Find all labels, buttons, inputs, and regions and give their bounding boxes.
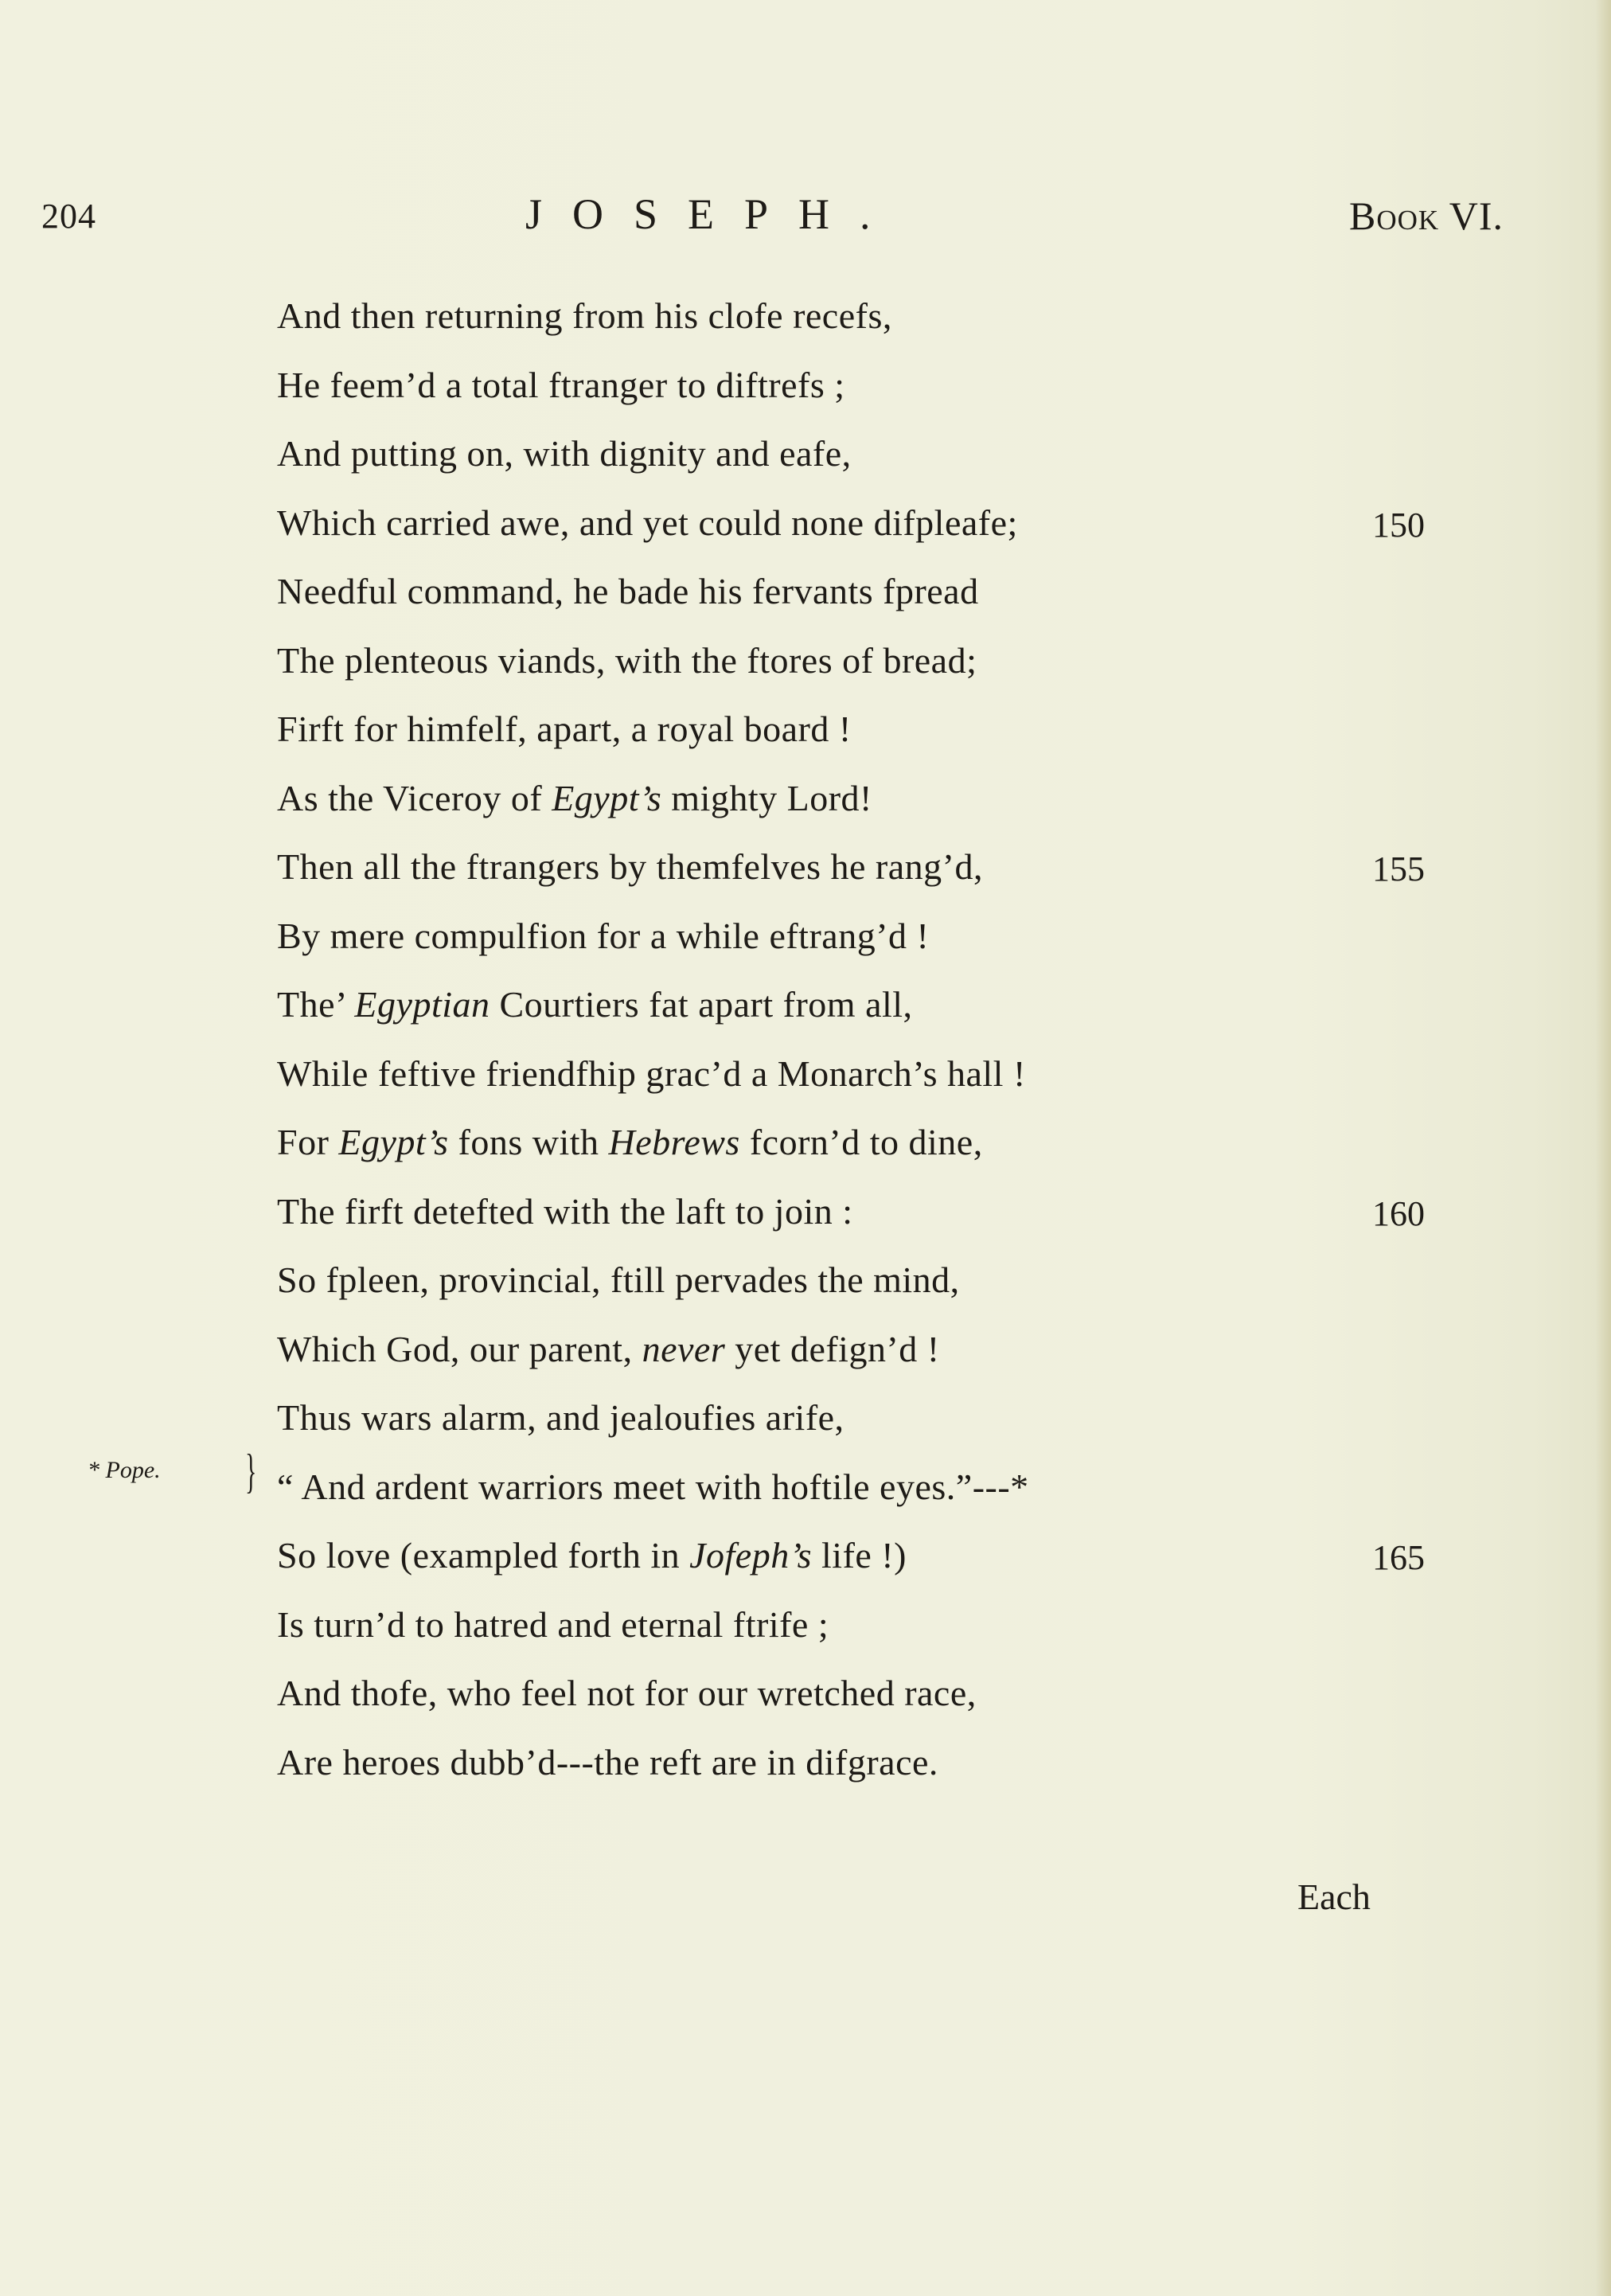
- line-number: 155: [1372, 849, 1425, 888]
- poem-line: [277, 502, 1018, 565]
- page-header: [0, 189, 1611, 253]
- poem-line: [277, 1190, 853, 1254]
- poem-line: [277, 1259, 960, 1322]
- line-text: Which carried awe, and yet could none difpleafe;: [277, 502, 1018, 543]
- line-text: And putting on, with dignity and eafe,: [277, 433, 852, 474]
- catchword: Each: [1297, 1876, 1371, 1917]
- line-text: Needful command, he bade his fervants fpread: [277, 571, 979, 611]
- poem-line: [277, 1741, 938, 1805]
- poem-line: [277, 1328, 940, 1392]
- poem-line: [277, 1121, 983, 1185]
- line-text: And thofe, who feel not for our wretched race,: [277, 1673, 977, 1713]
- poem-line: [277, 639, 977, 703]
- poem-line: [277, 845, 983, 909]
- line-text: So love (exampled forth in: [277, 1535, 690, 1576]
- italic-text: Egyptian: [354, 984, 490, 1025]
- line-text: The plenteous viands, with the ftores of bread;: [277, 639, 977, 681]
- line-text: The firft detefted with the laft to join :: [277, 1190, 853, 1232]
- line-text: For: [277, 1122, 339, 1162]
- line-text: Firft for himfelf, apart, a royal board !: [277, 709, 852, 749]
- poem-line: [277, 1396, 845, 1460]
- line-number: 165: [1372, 1538, 1425, 1577]
- book-label: Book VI.: [1349, 193, 1504, 238]
- italic-text: Egypt’s: [338, 1122, 449, 1162]
- poem-line: [277, 570, 979, 634]
- italic-text: Egypt’s: [552, 777, 662, 818]
- line-text: Thus wars alarm, and jealoufies arife,: [277, 1397, 845, 1438]
- line-number: 150: [1372, 505, 1425, 545]
- line-text: fons with: [448, 1122, 609, 1162]
- line-text: “ And ardent warriors meet with hoftile eyes.”---*: [277, 1466, 1029, 1507]
- line-number: 160: [1372, 1193, 1425, 1233]
- line-text: Then all the ftrangers by themfelves he rang’d,: [277, 846, 983, 887]
- poem-line: [277, 1534, 907, 1598]
- line-text: Courtiers fat apart from all,: [490, 984, 913, 1025]
- line-text: While feftive friendfhip grac’d a Monarch’s hall !: [277, 1052, 1026, 1094]
- line-text: yet defign’d !: [725, 1328, 940, 1369]
- line-text: life !): [812, 1535, 907, 1576]
- poem-line: [277, 983, 913, 1047]
- italic-text: Jofeph’s: [689, 1535, 813, 1576]
- poem-line: [277, 1052, 1026, 1116]
- poem-line: [277, 364, 845, 428]
- italic-text: Hebrews: [608, 1122, 740, 1162]
- line-text: fcorn’d to dine,: [739, 1122, 983, 1162]
- poem-line: [277, 1603, 829, 1667]
- running-title: JOSEPH.: [525, 190, 901, 238]
- line-text: Which God, our parent,: [277, 1328, 642, 1369]
- poem-line: [277, 1466, 1029, 1529]
- page-number: 204: [41, 197, 96, 236]
- poem-line: [277, 777, 872, 841]
- poem-line: [277, 708, 852, 771]
- line-text: Is turn’d to hatred and eternal ftrife ;: [277, 1603, 829, 1645]
- page-edge-shadow: [1595, 0, 1611, 2296]
- line-text: Are heroes dubb’d---the reft are in difgrace.: [277, 1741, 938, 1783]
- poem-line: [277, 1672, 977, 1736]
- line-text: By mere compulfion for a while eftrang’d !: [277, 915, 930, 956]
- line-text: mighty Lord!: [661, 777, 872, 818]
- poem-line: [277, 432, 852, 496]
- poem-line: [277, 915, 929, 978]
- margin-note-pope: * Pope.: [88, 1457, 161, 1483]
- poem-line: [277, 295, 892, 358]
- line-text: And then returning from his clofe recefs,: [277, 295, 892, 336]
- italic-text: never: [642, 1328, 726, 1369]
- line-text: As the Viceroy of: [277, 777, 552, 818]
- margin-brace: }: [245, 1445, 257, 1497]
- line-text: He feem’d a total ftranger to diftrefs ;: [277, 364, 845, 405]
- line-text: So fpleen, provincial, ftill pervades the mind,: [277, 1259, 960, 1300]
- line-text: The’: [277, 984, 355, 1025]
